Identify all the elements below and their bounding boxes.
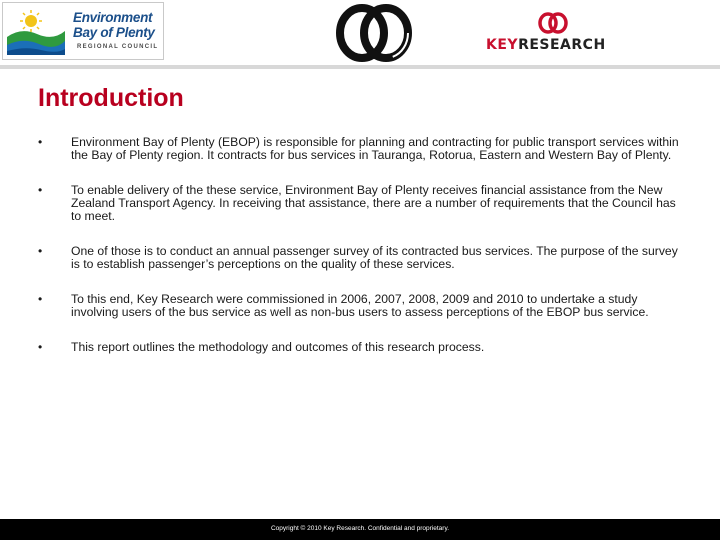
slide-title: Introduction: [38, 84, 184, 112]
footer-copyright: Copyright © 2010 Key Research. Confidential and proprietary.: [270, 525, 450, 532]
bullet-item: • One of those is to conduct an annual passenger survey of its contracted bus services. The purpose of the survey is to establish passenger’s perceptions on the quality of these services.: [38, 245, 688, 271]
ebop-logo-line1: Environment: [73, 10, 153, 25]
keyresearch-research-text: RESEARCH: [518, 37, 606, 53]
footer-bar: [0, 519, 720, 540]
slide-header: [0, 0, 720, 64]
bullet-item: • To enable delivery of the these service, Environment Bay of Plenty receives financial assistance from the New Zealand Transport Agency. In receiving that assistance, there are a number of requirements that the Council has to meet.: [38, 184, 688, 223]
keyresearch-rings-icon: [536, 12, 570, 34]
interlocking-rings-icon: [334, 4, 414, 62]
ebop-logo: [2, 2, 164, 60]
bullet-list: [38, 136, 688, 376]
bullet-item: • Environment Bay of Plenty (EBOP) is responsible for planning and contracting for public transport services within the Bay of Plenty region. It contracts for bus services in Tauranga, Rotorua, Eastern and Western Bay of Plenty.: [38, 136, 688, 162]
header-divider: [0, 65, 720, 69]
keyresearch-key-text: KEY: [486, 37, 519, 53]
ebop-emblem-icon: [7, 7, 65, 55]
ebop-logo-line2: Bay of Plenty: [73, 25, 155, 40]
bullet-item: • To this end, Key Research were commissioned in 2006, 2007, 2008, 2009 and 2010 to undertake a study involving users of the bus service as well as non-bus users to assess perceptions of the EBOP bus service.: [38, 293, 688, 319]
keyresearch-logo: [478, 12, 638, 56]
bullet-item: • This report outlines the methodology and outcomes of this research process.: [38, 341, 688, 354]
keyresearch-wordmark: [486, 37, 606, 53]
ebop-logo-line3: REGIONAL COUNCIL: [77, 44, 159, 50]
